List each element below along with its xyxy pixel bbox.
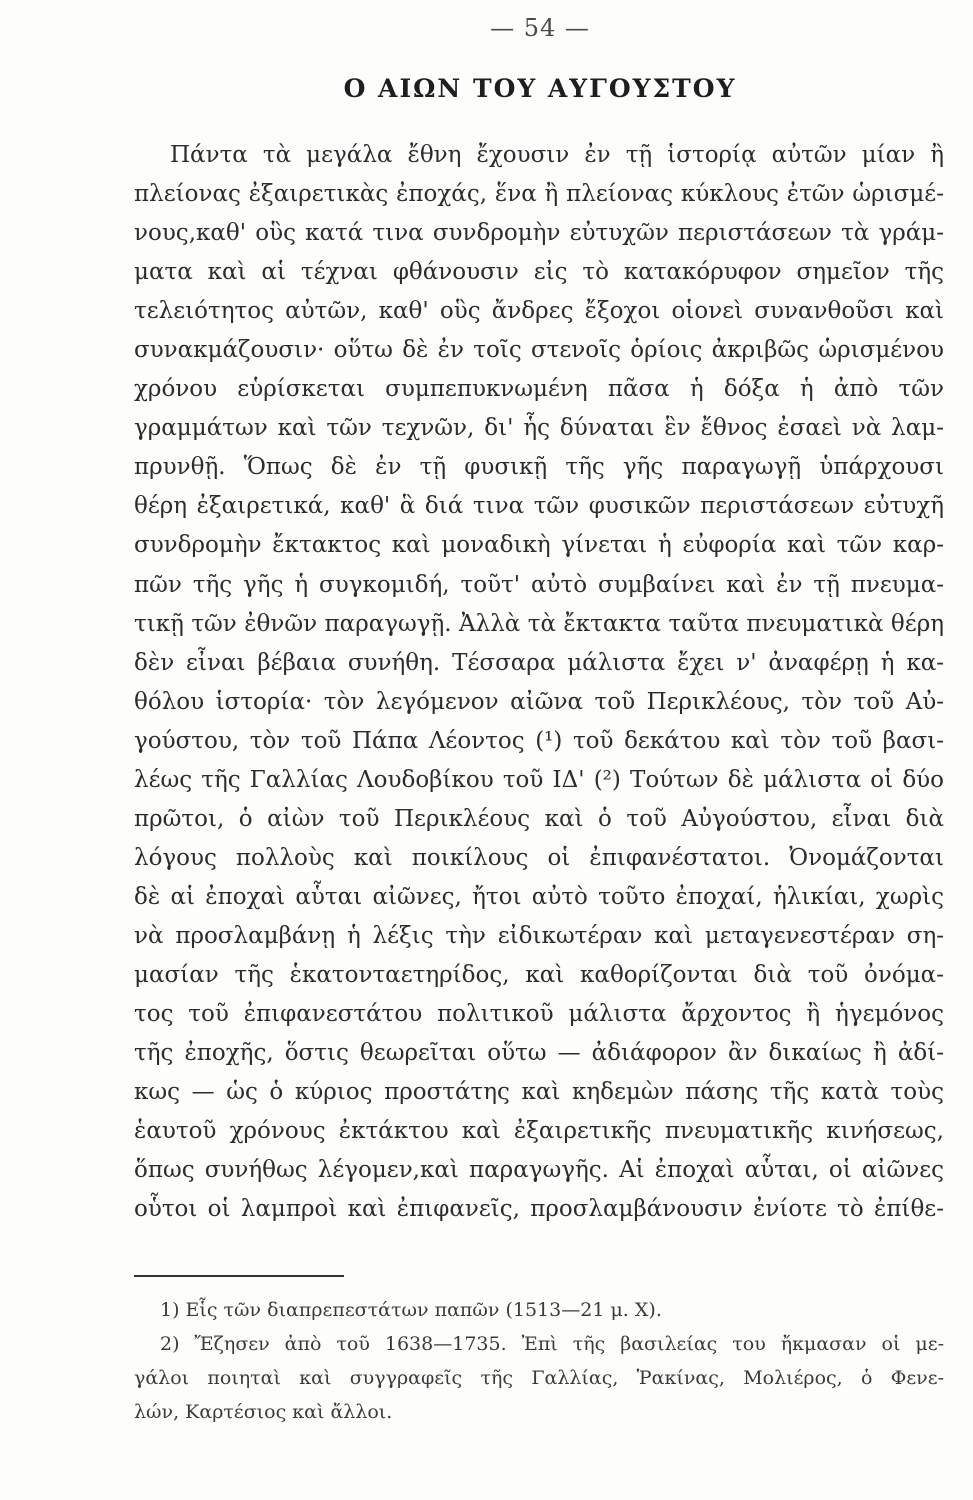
body-line: τικῇ τῶν ἐθνῶν παραγωγῇ. Ἀλλὰ τὰ ἔκτακτα ταῦτα πνευματικὰ θέρη: [134, 610, 944, 637]
body-line: πρῶτοι, ὁ αἰὼν τοῦ Περικλέους καὶ ὁ τοῦ Αὐγούστου, εἶναι διὰ: [134, 805, 944, 832]
body-line: δὲ αἱ ἐποχαὶ αὗται αἰῶνες, ἤτοι αὐτὸ τοῦτο ἐποχαί, ἡλικίαι, χωρὶς: [134, 883, 944, 910]
body-line: χρόνου εὑρίσκεται συμπεπυκνωμένη πᾶσα ἡ δόξα ἡ ἀπὸ τῶν: [134, 376, 944, 403]
body-line: θόλου ἱστορία· τὸν λεγόμενον αἰῶνα τοῦ Περικλέους, τὸν τοῦ Αὐ-: [134, 688, 944, 715]
footnote-2: 2) Ἔζησεν ἀπὸ τοῦ 1638—1735. Ἐπὶ τῆς βασιλείας του ἤκμασαν οἱ με-: [160, 1333, 944, 1355]
body-line: οὗτοι οἱ λαμπροὶ καὶ ἐπιφανεῖς, προσλαμβάνουσιν ἐνίοτε τὸ ἐπίθε-: [134, 1196, 944, 1223]
body-line: Πάντα τὰ μεγάλα ἔθνη ἔχουσιν ἐν τῇ ἱστορίᾳ αὐτῶν μίαν ἢ: [170, 142, 944, 168]
body-line: συνδρομὴν ἔκτακτος καὶ μοναδικὴ γίνεται ἡ εὐφορία καὶ τῶν καρ-: [134, 532, 944, 559]
body-line: δὲν εἶναι βέβαια συνήθη. Τέσσαρα μάλιστα ἔχει ν' ἀναφέρῃ ἡ κα-: [134, 649, 944, 676]
body-line: πρυνθῇ. Ὅπως δὲ ἐν τῇ φυσικῇ τῆς γῆς παραγωγῇ ὑπάρχουσι: [134, 454, 944, 481]
body-line: τος τοῦ ἐπιφανεστάτου πολιτικοῦ μάλιστα ἄρχοντος ἢ ἡγεμόνος: [134, 1001, 944, 1028]
body-line: νους,καθ' οὓς κατά τινα συνδρομὴν εὐτυχῶν περιστάσεων τὰ γράμ-: [134, 220, 944, 247]
footnote-1: 1) Εἷς τῶν διαπρεπεστάτων παπῶν (1513—21 μ. Χ).: [160, 1299, 662, 1321]
body-line: ὅπως συνήθως λέγομεν,καὶ παραγωγῆς. Αἱ ἐποχαὶ αὗται, οἱ αἰῶνες: [134, 1157, 944, 1184]
body-line: πῶν τῆς γῆς ἡ συγκομιδή, τοῦτ' αὐτὸ συμβαίνει καὶ ἐν τῇ πνευμα-: [134, 571, 944, 598]
footnote-2-continuation: λών, Καρτέσιος καὶ ἄλλοι.: [134, 1401, 393, 1423]
body-line: λόγους πολλοὺς καὶ ποικίλους οἱ ἐπιφανέστατοι. Ὀνομάζονται: [134, 844, 944, 871]
body-line: τῆς ἐποχῆς, ὅστις θεωρεῖται οὕτω — ἀδιάφορον ἂν δικαίως ἢ ἀδί-: [134, 1040, 944, 1067]
body-line: θέρη ἐξαιρετικά, καθ' ἃ διά τινα τῶν φυσικῶν περιστάσεων εὐτυχῆ: [134, 493, 944, 520]
body-line: πλείονας ἐξαιρετικὰς ἐποχάς, ἕνα ἢ πλείονας κύκλους ἐτῶν ὡρισμέ-: [134, 181, 944, 208]
body-line: ἑαυτοῦ χρόνους ἐκτάκτου καὶ ἐξαιρετικῆς πνευματικῆς κινήσεως,: [134, 1118, 944, 1145]
chapter-title: Ο ΑΙΩΝ ΤΟΥ ΑΥΓΟΥΣΤΟΥ: [343, 74, 737, 103]
body-line: συνακμάζουσιν· οὕτω δὲ ἐν τοῖς στενοῖς ὁρίοις ἀκριβῶς ὡρισμένου: [134, 337, 944, 364]
body-line: ματα καὶ αἱ τέχναι φθάνουσιν εἰς τὸ κατακόρυφον σημεῖον τῆς: [134, 259, 944, 286]
body-line: λέως τῆς Γαλλίας Λουδοβίκου τοῦ ΙΔ' (²) Τούτων δὲ μάλιστα οἱ δύο: [134, 766, 944, 793]
body-text: [134, 136, 944, 1229]
body-line: γούστου, τὸν τοῦ Πάπα Λέοντος (¹) τοῦ δεκάτου καὶ τὸν τοῦ βασι-: [134, 727, 944, 754]
body-line: κως — ὡς ὁ κύριος προστάτης καὶ κηδεμὼν πάσης τῆς κατὰ τοὺς: [134, 1079, 944, 1106]
body-line: μασίαν τῆς ἑκατονταετηρίδος, καὶ καθορίζονται διὰ τοῦ ὀνόμα-: [134, 961, 944, 988]
footnotes: [134, 1293, 944, 1429]
body-line: τελειότητος αὐτῶν, καθ' οὓς ἄνδρες ἔξοχοι οἱονεὶ συνανθοῦσι καὶ: [134, 298, 944, 325]
footnote-divider: [134, 1275, 344, 1277]
body-line: γραμμάτων καὶ τῶν τεχνῶν, δι' ἧς δύναται ἓν ἔθνος ἐσαεὶ νὰ λαμ-: [134, 415, 944, 442]
footnote-2-continuation: γάλοι ποιηταὶ καὶ συγγραφεῖς τῆς Γαλλίας, Ῥακίνας, Μολιέρος, ὁ Φενε-: [134, 1367, 944, 1389]
page-number: — 54 —: [490, 14, 590, 42]
body-line: νὰ προσλαμβάνῃ ἡ λέξις τὴν εἰδικωτέραν καὶ μεταγενεστέραν ση-: [134, 922, 944, 949]
